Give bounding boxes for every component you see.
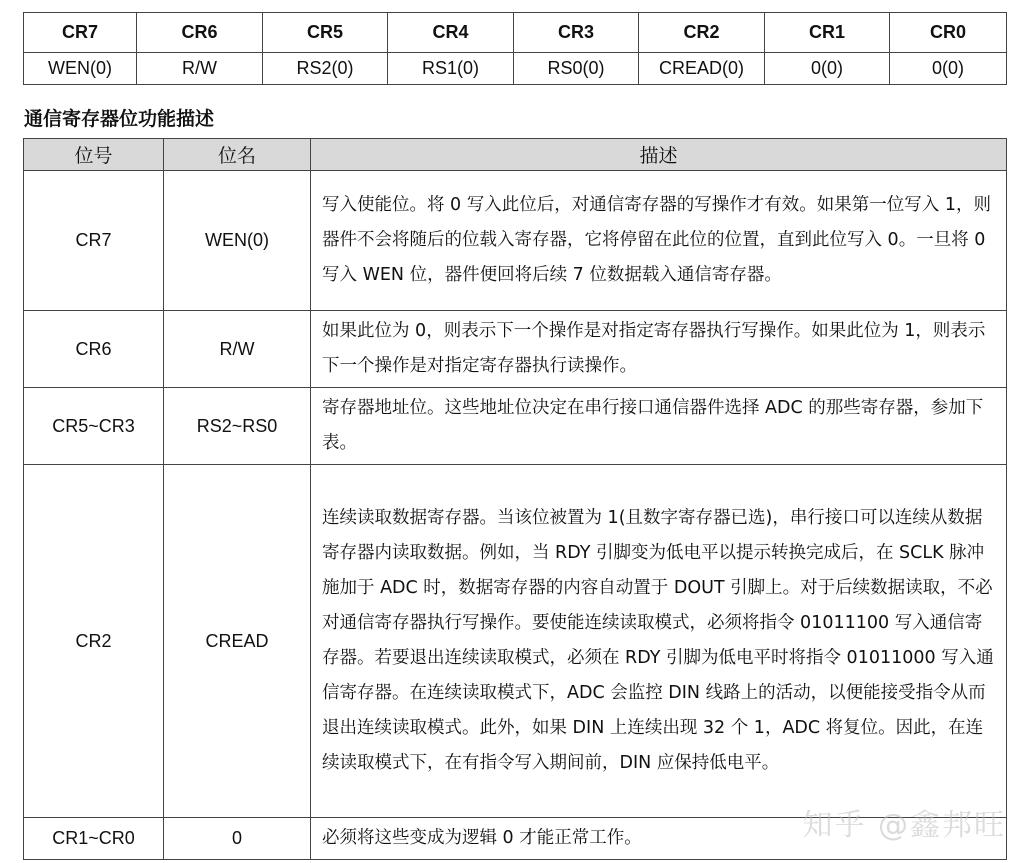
- bit-no-cell: CR6: [24, 311, 164, 388]
- bit-value-cell: RS2(0): [263, 53, 388, 85]
- description-cell: 连续读取数据寄存器。当该位被置为 1(且数字寄存器已选)，串行接口可以连续从数据寄存器内读取数据。例如，当 RDY 引脚变为低电平以提示转换完成后，在 SCLK 脉冲施加于 ADC 时，数据寄存器的内容自动置于 DOUT 引脚上。对于后续数据读取，不必对通信寄存器执行写操作。要使能连续读取模式，必须将指令 01011100 写入通信寄存器。若要退出连续读取模式，必须在 RDY 引脚为低电平时将指令 01011000 写入通信寄存器。在连续读取模式下，ADC 会监控 DIN 线路上的活动，以便能接受指令从而退出连续读取模式。此外，如果 DIN 上连续出现 32 个 1，ADC 将复位。因此，在连续读取模式下，在有指令写入期间前，DIN 应保持低电平。: [311, 465, 1007, 818]
- table-row: [24, 311, 1007, 388]
- bit-value-cell: RS0(0): [514, 53, 639, 85]
- bit-value-cell: RS1(0): [388, 53, 514, 85]
- table-row: [24, 388, 1007, 465]
- table-row: [24, 465, 1007, 818]
- bit-value-cell: CREAD(0): [639, 53, 765, 85]
- watermark: 知乎 @鑫邦旺: [802, 808, 1006, 843]
- bit-header-cell: CR5: [263, 13, 388, 53]
- bit-header-cell: CR7: [24, 13, 137, 53]
- header-bit-name: 位名: [164, 139, 311, 171]
- bit-name-cell: CREAD: [164, 465, 311, 818]
- bit-value-cell: R/W: [137, 53, 263, 85]
- bit-description-table: [23, 138, 1007, 860]
- bit-no-cell: CR5~CR3: [24, 388, 164, 465]
- bit-no-cell: CR7: [24, 171, 164, 311]
- bit-header-cell: CR6: [137, 13, 263, 53]
- bit-value-cell: WEN(0): [24, 53, 137, 85]
- bit-value-cell: 0(0): [890, 53, 1007, 85]
- bit-no-cell: CR1~CR0: [24, 818, 164, 860]
- bit-no-cell: CR2: [24, 465, 164, 818]
- bit-header-cell: CR4: [388, 13, 514, 53]
- header-bit-no: 位号: [24, 139, 164, 171]
- description-cell: 如果此位为 0，则表示下一个操作是对指定寄存器执行写操作。如果此位为 1，则表示下一个操作是对指定寄存器执行读操作。: [311, 311, 1007, 388]
- description-cell: 寄存器地址位。这些地址位决定在串行接口通信器件选择 ADC 的那些寄存器，参加下表。: [311, 388, 1007, 465]
- bit-value-row: [24, 53, 1007, 85]
- header-description: 描述: [311, 139, 1007, 171]
- bit-header-cell: CR2: [639, 13, 765, 53]
- bit-header-row: [24, 13, 1007, 53]
- bit-header-cell: CR3: [514, 13, 639, 53]
- description-cell: 必须将这些变成为逻辑 0 才能正常工作。: [311, 818, 1007, 860]
- description-cell: 写入使能位。将 0 写入此位后，对通信寄存器的写操作才有效。如果第一位写入 1，则器件不会将随后的位载入寄存器，它将停留在此位的位置，直到此位写入 0。一旦将 0 写入 WEN 位，器件便回将后续 7 位数据载入通信寄存器。: [311, 171, 1007, 311]
- desc-header-row: [24, 139, 1007, 171]
- bit-layout-table: [23, 12, 1007, 85]
- bit-value-cell: 0(0): [765, 53, 890, 85]
- bit-name-cell: WEN(0): [164, 171, 311, 311]
- bit-header-cell: CR1: [765, 13, 890, 53]
- bit-name-cell: R/W: [164, 311, 311, 388]
- bit-name-cell: 0: [164, 818, 311, 860]
- table-row: [24, 171, 1007, 311]
- bit-header-cell: CR0: [890, 13, 1007, 53]
- bit-name-cell: RS2~RS0: [164, 388, 311, 465]
- section-title: 通信寄存器位功能描述: [24, 108, 215, 130]
